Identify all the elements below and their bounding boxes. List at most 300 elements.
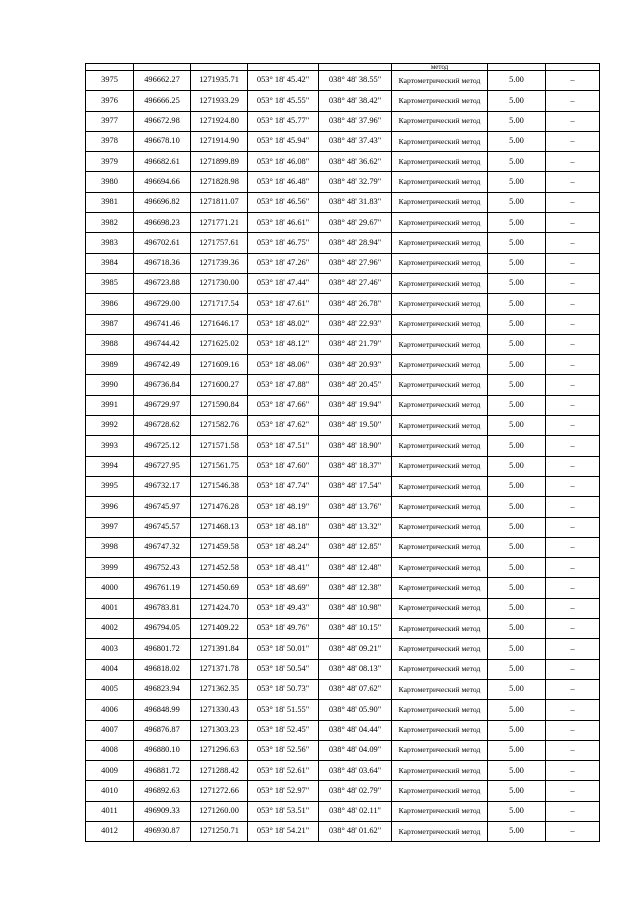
accuracy-cell: 5.00 <box>488 659 546 679</box>
method-cell: Картометрический метод <box>392 537 488 557</box>
table-row <box>86 740 600 760</box>
point-number-cell: 3980 <box>86 172 134 192</box>
table-row <box>86 700 600 720</box>
y-coordinate-cell: 1271546.38 <box>191 476 248 496</box>
latitude-cell: 053° 18' 50.54" <box>248 659 319 679</box>
longitude-cell: 038° 48' 19.50" <box>319 416 392 436</box>
x-coordinate-cell: 496682.61 <box>134 152 191 172</box>
note-cell: – <box>546 375 600 395</box>
note-cell: – <box>546 517 600 537</box>
accuracy-cell: 5.00 <box>488 578 546 598</box>
table-cell <box>319 64 392 71</box>
latitude-cell: 053° 18' 46.56" <box>248 192 319 212</box>
point-number-cell: 4001 <box>86 598 134 618</box>
longitude-cell: 038° 48' 13.76" <box>319 497 392 517</box>
x-coordinate-cell: 496801.72 <box>134 639 191 659</box>
note-cell: – <box>546 720 600 740</box>
accuracy-cell: 5.00 <box>488 456 546 476</box>
longitude-cell: 038° 48' 04.09" <box>319 740 392 760</box>
method-cell: Картометрический метод <box>392 395 488 415</box>
table-row <box>86 416 600 436</box>
latitude-cell: 053° 18' 45.55" <box>248 91 319 111</box>
method-cell: Картометрический метод <box>392 801 488 821</box>
method-cell: Картометрический метод <box>392 294 488 314</box>
method-cell: Картометрический метод <box>392 436 488 456</box>
latitude-cell: 053° 18' 52.97" <box>248 781 319 801</box>
latitude-cell: 053° 18' 50.73" <box>248 679 319 699</box>
y-coordinate-cell: 1271476.28 <box>191 497 248 517</box>
accuracy-cell: 5.00 <box>488 517 546 537</box>
latitude-cell: 053° 18' 48.12" <box>248 334 319 354</box>
y-coordinate-cell: 1271424.70 <box>191 598 248 618</box>
longitude-cell: 038° 48' 12.38" <box>319 578 392 598</box>
x-coordinate-cell: 496736.84 <box>134 375 191 395</box>
latitude-cell: 053° 18' 52.56" <box>248 740 319 760</box>
table-row <box>86 578 600 598</box>
method-cell: Картометрический метод <box>392 740 488 760</box>
point-number-cell: 3996 <box>86 497 134 517</box>
note-cell: – <box>546 233 600 253</box>
point-number-cell: 4008 <box>86 740 134 760</box>
longitude-cell: 038° 48' 38.55" <box>319 71 392 91</box>
method-cell: Картометрический метод <box>392 558 488 578</box>
table-row <box>86 456 600 476</box>
x-coordinate-cell: 496678.10 <box>134 131 191 151</box>
latitude-cell: 053° 18' 48.69" <box>248 578 319 598</box>
longitude-cell: 038° 48' 02.11" <box>319 801 392 821</box>
point-number-cell: 3977 <box>86 111 134 131</box>
longitude-cell: 038° 48' 32.79" <box>319 172 392 192</box>
x-coordinate-cell: 496662.27 <box>134 71 191 91</box>
latitude-cell: 053° 18' 52.61" <box>248 761 319 781</box>
accuracy-cell: 5.00 <box>488 740 546 760</box>
note-cell: – <box>546 781 600 801</box>
method-cell: Картометрический метод <box>392 91 488 111</box>
note-cell: – <box>546 659 600 679</box>
accuracy-cell: 5.00 <box>488 639 546 659</box>
longitude-cell: 038° 48' 28.94" <box>319 233 392 253</box>
y-coordinate-cell: 1271899.89 <box>191 152 248 172</box>
x-coordinate-cell: 496745.97 <box>134 497 191 517</box>
longitude-cell: 038° 48' 19.94" <box>319 395 392 415</box>
table-row <box>86 558 600 578</box>
point-number-cell: 3989 <box>86 355 134 375</box>
accuracy-cell: 5.00 <box>488 273 546 293</box>
y-coordinate-cell: 1271924.80 <box>191 111 248 131</box>
table-row <box>86 497 600 517</box>
x-coordinate-cell: 496672.98 <box>134 111 191 131</box>
accuracy-cell: 5.00 <box>488 497 546 517</box>
x-coordinate-cell: 496729.00 <box>134 294 191 314</box>
method-cell: Картометрический метод <box>392 375 488 395</box>
y-coordinate-cell: 1271590.84 <box>191 395 248 415</box>
latitude-cell: 053° 18' 48.41" <box>248 558 319 578</box>
point-number-cell: 3990 <box>86 375 134 395</box>
y-coordinate-cell: 1271625.02 <box>191 334 248 354</box>
x-coordinate-cell: 496783.81 <box>134 598 191 618</box>
point-number-cell: 3991 <box>86 395 134 415</box>
table-row <box>86 679 600 699</box>
accuracy-cell: 5.00 <box>488 375 546 395</box>
point-number-cell: 3995 <box>86 476 134 496</box>
note-cell: – <box>546 192 600 212</box>
latitude-cell: 053° 18' 48.19" <box>248 497 319 517</box>
point-number-cell: 3982 <box>86 213 134 233</box>
latitude-cell: 053° 18' 48.06" <box>248 355 319 375</box>
table-row <box>86 152 600 172</box>
longitude-cell: 038° 48' 02.79" <box>319 781 392 801</box>
x-coordinate-cell: 496747.32 <box>134 537 191 557</box>
longitude-cell: 038° 48' 31.83" <box>319 192 392 212</box>
accuracy-cell: 5.00 <box>488 781 546 801</box>
method-cell: Картометрический метод <box>392 578 488 598</box>
x-coordinate-cell: 496696.82 <box>134 192 191 212</box>
accuracy-cell: 5.00 <box>488 71 546 91</box>
note-cell: – <box>546 71 600 91</box>
note-cell: – <box>546 679 600 699</box>
longitude-cell: 038° 48' 08.13" <box>319 659 392 679</box>
x-coordinate-cell: 496727.95 <box>134 456 191 476</box>
point-number-cell: 3993 <box>86 436 134 456</box>
method-cell: Картометрический метод <box>392 71 488 91</box>
note-cell: – <box>546 355 600 375</box>
latitude-cell: 053° 18' 47.66" <box>248 395 319 415</box>
accuracy-cell: 5.00 <box>488 761 546 781</box>
method-cell: Картометрический метод <box>392 720 488 740</box>
y-coordinate-cell: 1271757.61 <box>191 233 248 253</box>
coordinates-table <box>85 63 600 842</box>
note-cell: – <box>546 131 600 151</box>
accuracy-cell: 5.00 <box>488 131 546 151</box>
accuracy-cell: 5.00 <box>488 152 546 172</box>
accuracy-cell: 5.00 <box>488 395 546 415</box>
latitude-cell: 053° 18' 48.24" <box>248 537 319 557</box>
table-row <box>86 375 600 395</box>
method-cell: Картометрический метод <box>392 700 488 720</box>
longitude-cell: 038° 48' 22.93" <box>319 314 392 334</box>
accuracy-cell: 5.00 <box>488 720 546 740</box>
latitude-cell: 053° 18' 54.21" <box>248 821 319 841</box>
point-number-cell: 3997 <box>86 517 134 537</box>
table-row <box>86 659 600 679</box>
table-row <box>86 598 600 618</box>
point-number-cell: 4007 <box>86 720 134 740</box>
method-cell: Картометрический метод <box>392 233 488 253</box>
point-number-cell: 3976 <box>86 91 134 111</box>
note-cell: – <box>546 111 600 131</box>
y-coordinate-cell: 1271730.00 <box>191 273 248 293</box>
x-coordinate-cell: 496909.33 <box>134 801 191 821</box>
x-coordinate-cell: 496732.17 <box>134 476 191 496</box>
accuracy-cell: 5.00 <box>488 294 546 314</box>
point-number-cell: 4000 <box>86 578 134 598</box>
latitude-cell: 053° 18' 45.42" <box>248 71 319 91</box>
latitude-cell: 053° 18' 49.76" <box>248 619 319 639</box>
method-cell: Картометрический метод <box>392 416 488 436</box>
x-coordinate-cell: 496741.46 <box>134 314 191 334</box>
y-coordinate-cell: 1271582.76 <box>191 416 248 436</box>
x-coordinate-cell: 496761.19 <box>134 578 191 598</box>
y-coordinate-cell: 1271914.90 <box>191 131 248 151</box>
note-cell: – <box>546 700 600 720</box>
table-row <box>86 821 600 841</box>
x-coordinate-cell: 496723.88 <box>134 273 191 293</box>
table-row <box>86 639 600 659</box>
latitude-cell: 053° 18' 47.44" <box>248 273 319 293</box>
y-coordinate-cell: 1271288.42 <box>191 761 248 781</box>
accuracy-cell: 5.00 <box>488 253 546 273</box>
point-number-cell: 3994 <box>86 456 134 476</box>
longitude-cell: 038° 48' 07.62" <box>319 679 392 699</box>
point-number-cell: 4009 <box>86 761 134 781</box>
longitude-cell: 038° 48' 26.78" <box>319 294 392 314</box>
method-cell: Картометрический метод <box>392 679 488 699</box>
latitude-cell: 053° 18' 52.45" <box>248 720 319 740</box>
y-coordinate-cell: 1271260.00 <box>191 801 248 821</box>
y-coordinate-cell: 1271811.07 <box>191 192 248 212</box>
accuracy-cell: 5.00 <box>488 476 546 496</box>
table-row <box>86 761 600 781</box>
table-cell <box>134 64 191 71</box>
x-coordinate-cell: 496818.02 <box>134 659 191 679</box>
table-row <box>86 781 600 801</box>
latitude-cell: 053° 18' 45.94" <box>248 131 319 151</box>
method-cell: Картометрический метод <box>392 619 488 639</box>
table-row <box>86 801 600 821</box>
note-cell: – <box>546 821 600 841</box>
method-cell: Картометрический метод <box>392 598 488 618</box>
latitude-cell: 053° 18' 48.02" <box>248 314 319 334</box>
table-row <box>86 619 600 639</box>
latitude-cell: 053° 18' 47.88" <box>248 375 319 395</box>
latitude-cell: 053° 18' 45.77" <box>248 111 319 131</box>
method-cell: Картометрический метод <box>392 273 488 293</box>
y-coordinate-cell: 1271362.35 <box>191 679 248 699</box>
x-coordinate-cell: 496718.36 <box>134 253 191 273</box>
note-cell: – <box>546 436 600 456</box>
note-cell: – <box>546 172 600 192</box>
note-cell: – <box>546 761 600 781</box>
accuracy-cell: 5.00 <box>488 821 546 841</box>
table-cell <box>248 64 319 71</box>
note-cell: – <box>546 801 600 821</box>
table-row <box>86 71 600 91</box>
method-cell: Картометрический метод <box>392 213 488 233</box>
x-coordinate-cell: 496698.23 <box>134 213 191 233</box>
latitude-cell: 053° 18' 47.26" <box>248 253 319 273</box>
method-cell: Картометрический метод <box>392 497 488 517</box>
x-coordinate-cell: 496930.87 <box>134 821 191 841</box>
longitude-cell: 038° 48' 12.48" <box>319 558 392 578</box>
latitude-cell: 053° 18' 47.62" <box>248 416 319 436</box>
latitude-cell: 053° 18' 49.43" <box>248 598 319 618</box>
note-cell: – <box>546 558 600 578</box>
y-coordinate-cell: 1271828.98 <box>191 172 248 192</box>
y-coordinate-cell: 1271935.71 <box>191 71 248 91</box>
note-cell: – <box>546 456 600 476</box>
accuracy-cell: 5.00 <box>488 172 546 192</box>
table-row <box>86 91 600 111</box>
accuracy-cell: 5.00 <box>488 416 546 436</box>
longitude-cell: 038° 48' 21.79" <box>319 334 392 354</box>
table-cell <box>191 64 248 71</box>
point-number-cell: 3979 <box>86 152 134 172</box>
longitude-cell: 038° 48' 10.98" <box>319 598 392 618</box>
x-coordinate-cell: 496745.57 <box>134 517 191 537</box>
latitude-cell: 053° 18' 51.55" <box>248 700 319 720</box>
longitude-cell: 038° 48' 20.93" <box>319 355 392 375</box>
note-cell: – <box>546 639 600 659</box>
note-cell: – <box>546 152 600 172</box>
table-row <box>86 314 600 334</box>
point-number-cell: 4006 <box>86 700 134 720</box>
table-row <box>86 273 600 293</box>
point-number-cell: 3987 <box>86 314 134 334</box>
table-row <box>86 131 600 151</box>
longitude-cell: 038° 48' 10.15" <box>319 619 392 639</box>
latitude-cell: 053° 18' 46.75" <box>248 233 319 253</box>
point-number-cell: 3984 <box>86 253 134 273</box>
x-coordinate-cell: 496694.66 <box>134 172 191 192</box>
method-cell: Картометрический метод <box>392 253 488 273</box>
accuracy-cell: 5.00 <box>488 700 546 720</box>
note-cell: – <box>546 294 600 314</box>
y-coordinate-cell: 1271561.75 <box>191 456 248 476</box>
note-cell: – <box>546 537 600 557</box>
point-number-cell: 3978 <box>86 131 134 151</box>
longitude-cell: 038° 48' 05.90" <box>319 700 392 720</box>
note-cell: – <box>546 253 600 273</box>
note-cell: – <box>546 578 600 598</box>
note-cell: – <box>546 273 600 293</box>
longitude-cell: 038° 48' 18.90" <box>319 436 392 456</box>
method-cell: Картометрический метод <box>392 111 488 131</box>
point-number-cell: 4003 <box>86 639 134 659</box>
x-coordinate-cell: 496702.61 <box>134 233 191 253</box>
x-coordinate-cell: 496744.42 <box>134 334 191 354</box>
method-cell: Картометрический метод <box>392 334 488 354</box>
longitude-cell: 038° 48' 17.54" <box>319 476 392 496</box>
longitude-cell: 038° 48' 29.67" <box>319 213 392 233</box>
table-row <box>86 537 600 557</box>
y-coordinate-cell: 1271771.21 <box>191 213 248 233</box>
y-coordinate-cell: 1271330.43 <box>191 700 248 720</box>
y-coordinate-cell: 1271459.58 <box>191 537 248 557</box>
note-cell: – <box>546 416 600 436</box>
table-row <box>86 395 600 415</box>
longitude-cell: 038° 48' 38.42" <box>319 91 392 111</box>
longitude-cell: 038° 48' 01.62" <box>319 821 392 841</box>
accuracy-cell: 5.00 <box>488 111 546 131</box>
y-coordinate-cell: 1271468.13 <box>191 517 248 537</box>
note-cell: – <box>546 91 600 111</box>
accuracy-cell: 5.00 <box>488 679 546 699</box>
table-cell <box>488 64 546 71</box>
accuracy-cell: 5.00 <box>488 355 546 375</box>
point-number-cell: 4012 <box>86 821 134 841</box>
note-cell: – <box>546 740 600 760</box>
longitude-cell: 038° 48' 12.85" <box>319 537 392 557</box>
point-number-cell: 4002 <box>86 619 134 639</box>
y-coordinate-cell: 1271571.58 <box>191 436 248 456</box>
method-cell: Картометрический метод <box>392 761 488 781</box>
method-cell: Картометрический метод <box>392 152 488 172</box>
y-coordinate-cell: 1271450.69 <box>191 578 248 598</box>
accuracy-cell: 5.00 <box>488 233 546 253</box>
y-coordinate-cell: 1271600.27 <box>191 375 248 395</box>
x-coordinate-cell: 496728.62 <box>134 416 191 436</box>
x-coordinate-cell: 496725.12 <box>134 436 191 456</box>
accuracy-cell: 5.00 <box>488 213 546 233</box>
latitude-cell: 053° 18' 47.51" <box>248 436 319 456</box>
y-coordinate-cell: 1271609.16 <box>191 355 248 375</box>
latitude-cell: 053° 18' 50.01" <box>248 639 319 659</box>
accuracy-cell: 5.00 <box>488 314 546 334</box>
method-cell: Картометрический метод <box>392 821 488 841</box>
method-cell: Картометрический метод <box>392 172 488 192</box>
table-row <box>86 233 600 253</box>
accuracy-cell: 5.00 <box>488 537 546 557</box>
method-cell: Картометрический метод <box>392 456 488 476</box>
accuracy-cell: 5.00 <box>488 598 546 618</box>
point-number-cell: 4010 <box>86 781 134 801</box>
latitude-cell: 053° 18' 48.18" <box>248 517 319 537</box>
accuracy-cell: 5.00 <box>488 436 546 456</box>
longitude-cell: 038° 48' 37.96" <box>319 111 392 131</box>
x-coordinate-cell: 496880.10 <box>134 740 191 760</box>
x-coordinate-cell: 496666.25 <box>134 91 191 111</box>
longitude-cell: 038° 48' 18.37" <box>319 456 392 476</box>
point-number-cell: 3998 <box>86 537 134 557</box>
note-cell: – <box>546 314 600 334</box>
accuracy-cell: 5.00 <box>488 334 546 354</box>
longitude-cell: 038° 48' 36.62" <box>319 152 392 172</box>
longitude-cell: 038° 48' 03.64" <box>319 761 392 781</box>
table-continuation-row <box>86 64 600 71</box>
accuracy-cell: 5.00 <box>488 801 546 821</box>
y-coordinate-cell: 1271739.36 <box>191 253 248 273</box>
method-cell: Картометрический метод <box>392 131 488 151</box>
point-number-cell: 3988 <box>86 334 134 354</box>
table-row <box>86 517 600 537</box>
longitude-cell: 038° 48' 37.43" <box>319 131 392 151</box>
point-number-cell: 3975 <box>86 71 134 91</box>
method-cell: Картометрический метод <box>392 781 488 801</box>
table-row <box>86 720 600 740</box>
note-cell: – <box>546 598 600 618</box>
longitude-cell: 038° 48' 04.44" <box>319 720 392 740</box>
note-cell: – <box>546 334 600 354</box>
x-coordinate-cell: 496742.49 <box>134 355 191 375</box>
x-coordinate-cell: 496892.63 <box>134 781 191 801</box>
latitude-cell: 053° 18' 47.74" <box>248 476 319 496</box>
table-row <box>86 111 600 131</box>
longitude-cell: 038° 48' 09.21" <box>319 639 392 659</box>
note-cell: – <box>546 476 600 496</box>
y-coordinate-cell: 1271409.22 <box>191 619 248 639</box>
accuracy-cell: 5.00 <box>488 192 546 212</box>
table-row <box>86 476 600 496</box>
longitude-cell: 038° 48' 27.96" <box>319 253 392 273</box>
accuracy-cell: 5.00 <box>488 91 546 111</box>
point-number-cell: 3992 <box>86 416 134 436</box>
accuracy-cell: 5.00 <box>488 619 546 639</box>
y-coordinate-cell: 1271391.84 <box>191 639 248 659</box>
table-row <box>86 213 600 233</box>
table-row <box>86 172 600 192</box>
method-cell: Картометрический метод <box>392 314 488 334</box>
latitude-cell: 053° 18' 47.61" <box>248 294 319 314</box>
